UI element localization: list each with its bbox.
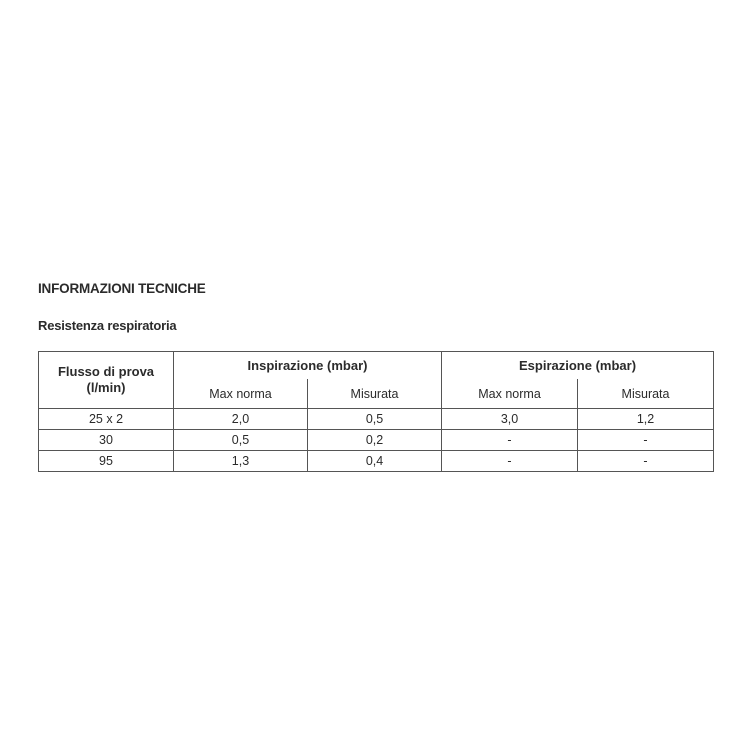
table-cell: 0,2 bbox=[308, 430, 442, 451]
breathing-resistance-table bbox=[38, 351, 714, 472]
subheader-expiration-max: Max norma bbox=[442, 379, 578, 409]
table-cell: 30 bbox=[39, 430, 174, 451]
table-row bbox=[39, 451, 714, 472]
table-group-header-row bbox=[39, 352, 714, 380]
flow-header-line2: (l/min) bbox=[86, 380, 126, 395]
table-row bbox=[39, 409, 714, 430]
subheader-inspiration-measured: Misurata bbox=[308, 379, 442, 409]
table-cell: 25 x 2 bbox=[39, 409, 174, 430]
flow-header-line1: Flusso di prova bbox=[57, 364, 155, 379]
table-cell: - bbox=[442, 430, 578, 451]
subheader-expiration-measured: Misurata bbox=[578, 379, 714, 409]
table-cell: 3,0 bbox=[442, 409, 578, 430]
table-cell: 0,4 bbox=[308, 451, 442, 472]
table-cell: 1,2 bbox=[578, 409, 714, 430]
table-cell: 95 bbox=[39, 451, 174, 472]
table-cell: - bbox=[442, 451, 578, 472]
table-title: Resistenza respiratoria bbox=[38, 318, 177, 333]
section-title: INFORMAZIONI TECNICHE bbox=[38, 281, 206, 296]
subheader-inspiration-max: Max norma bbox=[174, 379, 308, 409]
flow-header bbox=[39, 352, 174, 409]
table-cell: 1,3 bbox=[174, 451, 308, 472]
table-row bbox=[39, 430, 714, 451]
inspiration-header: Inspirazione (mbar) bbox=[174, 352, 442, 380]
table-cell: 0,5 bbox=[308, 409, 442, 430]
table-cell: 0,5 bbox=[174, 430, 308, 451]
table-cell: - bbox=[578, 430, 714, 451]
table-cell: 2,0 bbox=[174, 409, 308, 430]
expiration-header: Espirazione (mbar) bbox=[442, 352, 714, 380]
table-cell: - bbox=[578, 451, 714, 472]
